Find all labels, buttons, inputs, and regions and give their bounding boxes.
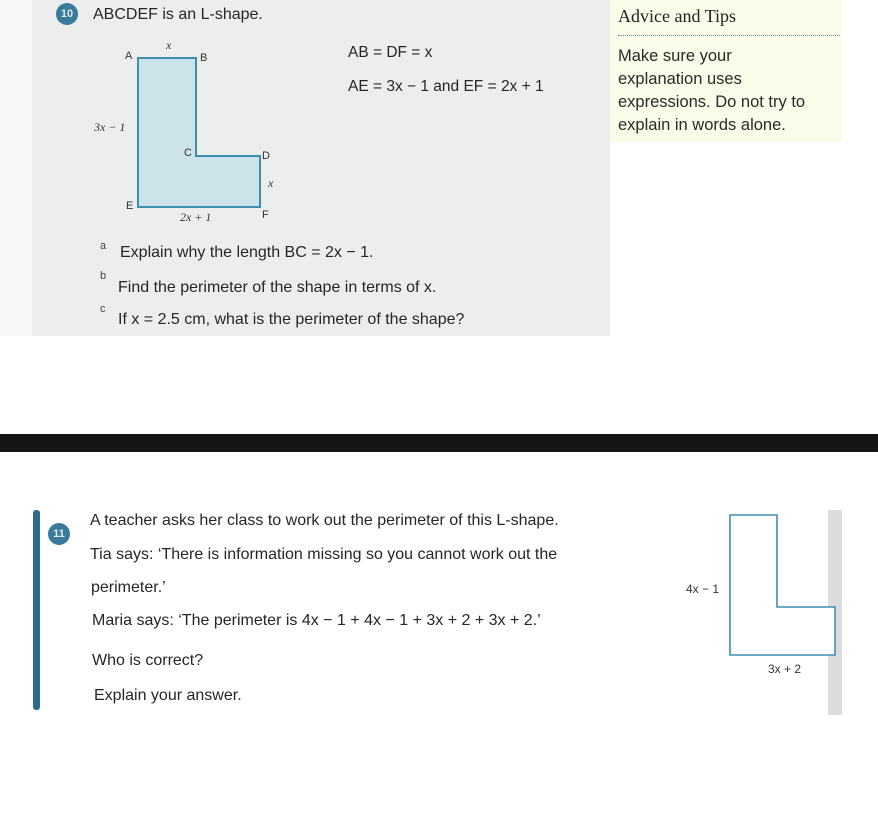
vertex-d: D: [262, 150, 270, 162]
part-c-letter: c: [100, 303, 106, 315]
vertex-e: E: [126, 200, 134, 212]
tip-line: expressions. Do not try to: [618, 93, 806, 111]
side-ae-label: 3x − 1: [94, 120, 126, 134]
tip-line: Make sure your: [618, 47, 732, 65]
side-df-label: x: [268, 176, 274, 190]
question-number-10: 10: [56, 3, 78, 25]
part-a-letter: a: [100, 240, 107, 252]
advice-tips-title: Advice and Tips: [618, 6, 737, 26]
q11-bottom-side-label: 3x + 2: [768, 662, 802, 676]
vertex-c: C: [184, 147, 192, 159]
part-b-text: Find the perimeter of the shape in terms of x.: [118, 279, 437, 296]
part-c-text: If x = 2.5 cm, what is the perimeter of the shape?: [118, 311, 465, 328]
question-number-11: 11: [48, 523, 70, 545]
vertex-a: A: [125, 50, 133, 62]
screen-divider-band: [0, 434, 878, 452]
l-shape-abcdef: [138, 58, 260, 207]
explain-answer: Explain your answer.: [94, 687, 242, 704]
question-10-intro: ABCDEF is an L-shape.: [93, 6, 263, 23]
vertex-f: F: [262, 209, 269, 221]
l-shape-diagram-q11: [725, 505, 840, 665]
question-11-margin-bar: [33, 510, 40, 710]
maria-statement: Maria says: ‘The perimeter is 4x − 1 + 4x − 1 + 3x + 2 + 3x + 2.’: [92, 612, 541, 629]
q11-left-side-label: 4x − 1: [686, 582, 720, 596]
advice-tips-divider: [618, 35, 840, 36]
tia-statement-line-1: Tia says: ‘There is information missing so you cannot work out the: [90, 546, 558, 563]
side-ef-label: 2x + 1: [180, 210, 212, 224]
question-11-intro: A teacher asks her class to work out the perimeter of this L-shape.: [90, 512, 559, 529]
vertex-b: B: [200, 52, 208, 64]
side-ab-label: x: [166, 38, 172, 52]
equation-ab-df: AB = DF = x: [348, 44, 433, 61]
page-margin: [0, 0, 36, 336]
equation-ae-ef: AE = 3x − 1 and EF = 2x + 1: [348, 78, 544, 95]
part-a-text: Explain why the length BC = 2x − 1.: [120, 244, 374, 261]
question-11-panel: [40, 507, 840, 712]
tia-statement-line-2: perimeter.’: [91, 579, 166, 596]
part-b-letter: b: [100, 270, 107, 282]
tip-line: explain in words alone.: [618, 116, 786, 134]
tip-line: explanation uses: [618, 70, 742, 88]
l-shape-q11: [730, 515, 835, 655]
who-is-correct: Who is correct?: [92, 652, 204, 669]
